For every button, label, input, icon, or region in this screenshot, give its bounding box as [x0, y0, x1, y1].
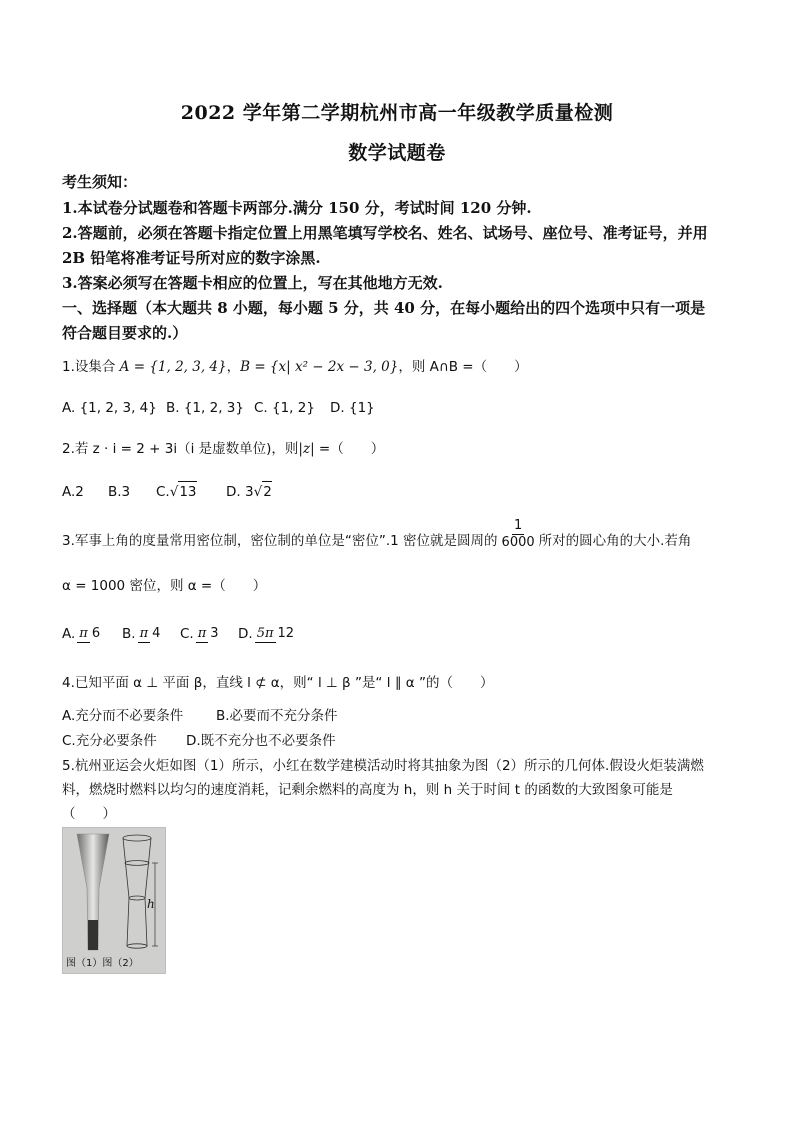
q3-option-c-den: 3	[210, 625, 219, 641]
q3-option-a-den: 6	[91, 625, 101, 641]
q3-option-c-num: π	[197, 625, 207, 641]
q1-set-a: A = {1, 2, 3, 4}	[119, 359, 227, 375]
q3-option-c-label: C.	[180, 626, 194, 642]
q3-option-a-num: π	[79, 625, 88, 641]
torch-photo-handle	[88, 920, 98, 950]
torch-figure	[62, 827, 166, 974]
figure-caption: 图（1）图（2）	[66, 958, 139, 969]
notice-item-1: 1.本试卷分试题卷和答题卡两部分.满分 150 分，考试时间 120 分钟.	[62, 199, 532, 217]
q3-stem-pre: 3.军事上角的度量常用密位制，密位制的单位是“密位”.1 密位就是圆周的	[62, 533, 498, 549]
question-5-line-2: 料，燃烧时燃料以均匀的速度消耗，记剩余燃料的高度为 h，则 h 关于时间 t 的函数的大致图象可能是	[62, 782, 673, 798]
q2-option-c-label: C.	[156, 484, 170, 500]
question-1-stem	[62, 357, 742, 377]
notice-item-3: 3.答案必须写在答题卡相应的位置上，写在其他地方无效.	[62, 274, 443, 292]
q2-option-d: D. 3√2	[226, 481, 272, 502]
q2-stem-post: =（ ）	[314, 441, 385, 457]
q3-option-a-label: A.	[62, 626, 76, 642]
torch-figure-drawing	[63, 828, 165, 973]
q2-option-d-radicand: 2	[262, 481, 272, 502]
q1-sep: ，	[226, 359, 241, 375]
q1-option-a: A. {1, 2, 3, 4}	[62, 400, 157, 416]
q1-option-b: B. {1, 2, 3}	[166, 400, 244, 416]
q3-fraction-numerator: 1	[513, 517, 523, 533]
notice-item-2-line-2: 2B 铅笔将准考证号所对应的数字涂黑.	[62, 249, 321, 267]
question-2-options	[62, 481, 742, 502]
q4-option-a: A.充分而不必要条件	[62, 708, 184, 724]
q2-option-c: C.√13	[156, 481, 226, 502]
model-left-upper-edge	[123, 838, 129, 898]
q1-stem-pre: 1.设集合	[62, 359, 120, 375]
q3-fraction-denominator: 6000	[501, 534, 535, 550]
notice-heading: 考生须知：	[62, 173, 138, 191]
q4-option-b: B.必要而不充分条件	[216, 708, 338, 724]
question-2-stem	[62, 439, 742, 459]
q3-option-b-fraction	[138, 626, 163, 643]
q2-option-b: B.3	[108, 484, 131, 500]
model-waist	[129, 896, 145, 900]
q3-stem-post: 所对的圆心角的大小.若角	[538, 533, 692, 549]
q3-option-d-fraction	[255, 626, 296, 643]
question-5-line-1: 5.杭州亚运会火炬如图（1）所示，小红在数学建模活动时将其抽象为图（2）所示的几何体.假设火炬装满燃	[62, 758, 704, 774]
model-top-rim	[123, 835, 151, 841]
exam-subtitle: 数学试题卷	[348, 142, 446, 164]
q3-option-d-den: 12	[277, 625, 295, 641]
q3-fraction	[500, 518, 537, 551]
question-5-line-3: （ ）	[62, 806, 116, 822]
q3-option-d-num: 5π	[256, 625, 274, 641]
question-3-options	[62, 614, 742, 654]
model-fuel-surface	[125, 861, 149, 866]
notice-item-2-line-1: 2.答题前，必须在答题卡指定位置上用黑笔填写学校名、姓名、试场号、座位号、准考证号，并用	[62, 224, 708, 242]
q4-option-c: C.充分必要条件	[62, 733, 157, 749]
question-4-options-row-1	[62, 706, 742, 726]
q3-option-c-fraction	[196, 626, 221, 643]
q3-option-b	[122, 614, 180, 654]
q3-option-b-num: π	[139, 625, 149, 641]
question-4-stem: 4.已知平面 α ⊥ 平面 β，直线 l ⊄ α，则“ l ⊥ β ”是“ l ∥ α ”的（ ）	[62, 675, 494, 691]
question-3-stem	[62, 517, 742, 551]
q3-option-a	[62, 614, 122, 654]
q1-set-b: B = {x| x² − 2x − 3, 0}	[240, 359, 399, 375]
q3-option-d	[238, 614, 298, 654]
section-1-line-2: 符合题目要求的.）	[62, 324, 188, 342]
q3-option-a-fraction	[77, 626, 102, 643]
question-1-options	[62, 398, 742, 418]
q1-stem-post: ，则 A∩B =（ ）	[398, 359, 528, 375]
q3-option-b-label: B.	[122, 626, 136, 642]
model-base	[127, 944, 147, 948]
section-1-line-1: 一、选择题（本大题共 8 小题，每小题 5 分，共 40 分，在每小题给出的四个选项中只有一项是	[62, 299, 706, 317]
q2-stem-pre: 2.若 z · i = 2 + 3i（i 是虚数单位)，则	[62, 441, 299, 457]
model-right-upper-edge	[145, 838, 151, 898]
model-left-lower-edge	[127, 898, 129, 946]
q1-option-c: C. {1, 2}	[254, 400, 315, 416]
q2-option-d-label: D. 3	[226, 484, 254, 500]
q2-option-a: A.2	[62, 484, 84, 500]
height-label: h	[147, 897, 155, 911]
q3-option-d-label: D.	[238, 626, 253, 642]
q2-abs-z: |z|	[298, 441, 315, 457]
exam-title: 2022 学年第二学期杭州市高一年级教学质量检测	[180, 102, 614, 124]
q3-option-c	[180, 614, 238, 654]
question-4-options-row-2	[62, 731, 742, 751]
q2-option-c-radicand: 13	[178, 481, 196, 502]
q4-option-d: D.既不充分也不必要条件	[186, 733, 336, 749]
q3-option-b-den: 4	[152, 625, 161, 641]
q1-option-d: D. {1}	[330, 400, 375, 416]
question-3-line-2: α = 1000 密位，则 α =（ ）	[62, 578, 267, 594]
